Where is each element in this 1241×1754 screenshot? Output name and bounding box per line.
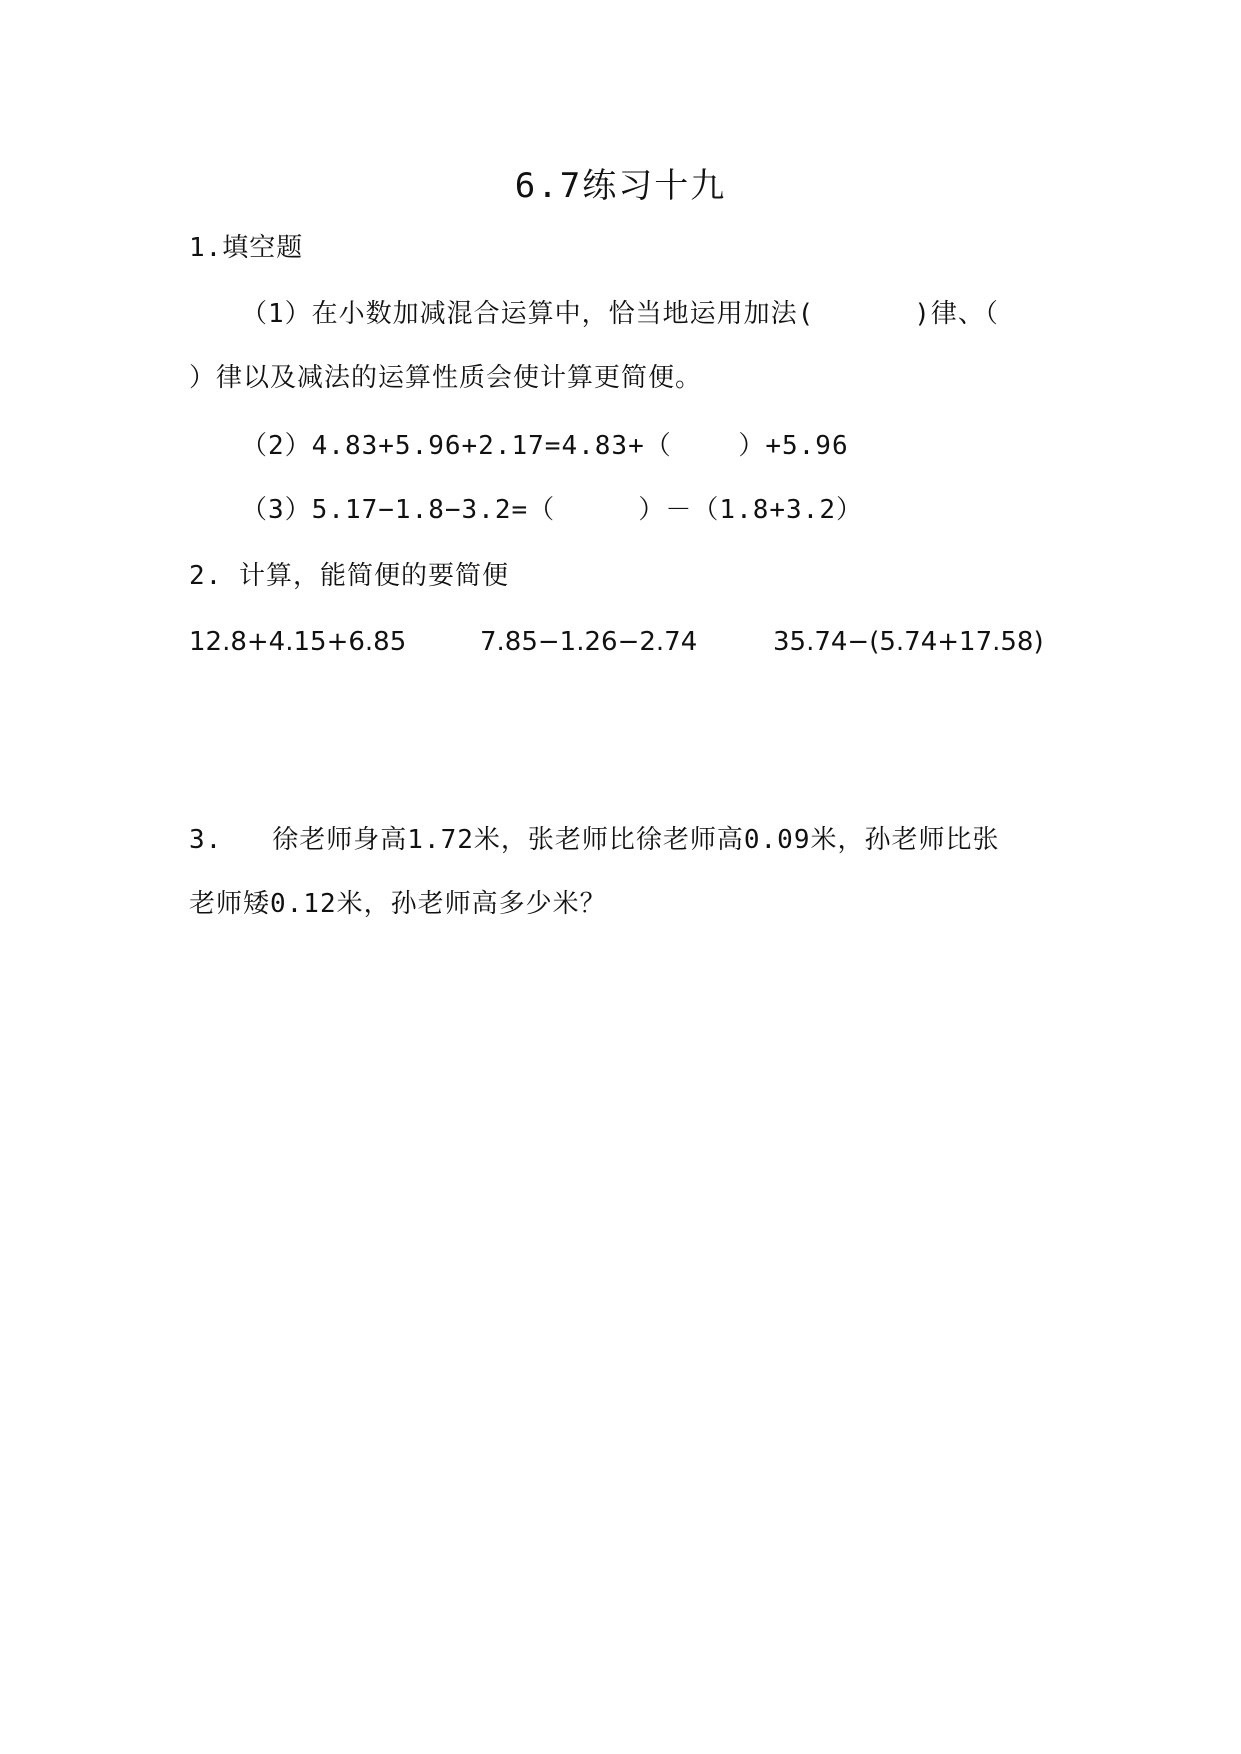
calc-expression-3: 35.74−(5.74+17.58) [773,627,1044,657]
section-1-heading: 1.填空题 [189,233,304,263]
question-3-line-2: 老师矮0.12米，孙老师高多少米？ [189,889,607,919]
calc-expression-1: 12.8+4.15+6.85 [189,627,407,657]
calc-expression-2: 7.85−1.26−2.74 [480,627,698,657]
question-1-1-line-2: ）律以及减法的运算性质会使计算更简便。 [189,363,703,393]
question-1-3: （3）5.17−1.8−3.2=（ ）－（1.8+3.2） [241,495,863,525]
question-1-1-line-1: （1）在小数加减混合运算中，恰当地运用加法( )律、（ [241,299,999,329]
question-3-line-1: 3. 徐老师身高1.72米，张老师比徐老师高0.09米，孙老师比张 [189,825,1000,855]
page-title: 6.7练习十九 [514,166,727,206]
question-1-2: （2）4.83+5.96+2.17=4.83+（ ）+5.96 [241,431,849,461]
section-2-heading: 2. 计算，能简便的要简便 [189,561,509,591]
